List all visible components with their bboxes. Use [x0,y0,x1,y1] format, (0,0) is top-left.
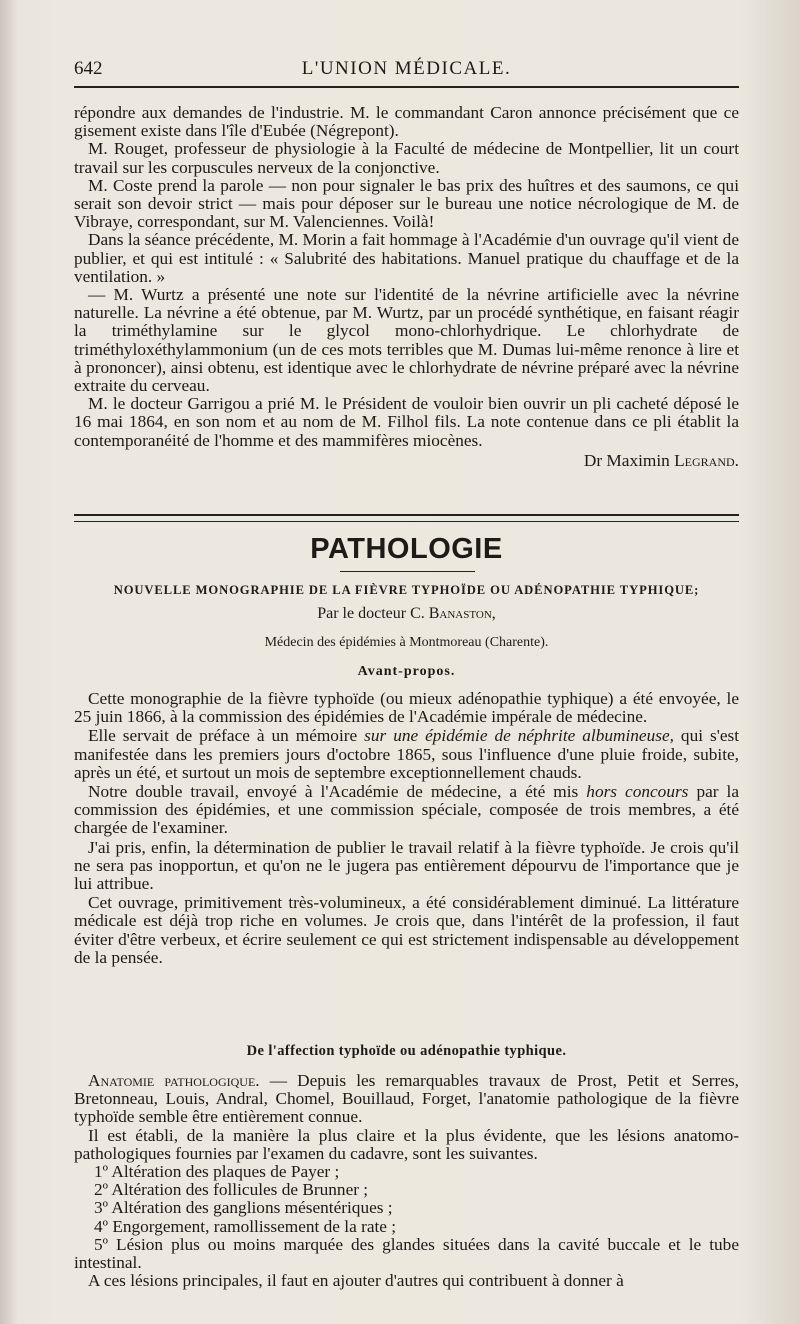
report-paragraph-3: M. Coste prend la parole — non pour signaler le bas prix des huîtres et des saumons, ce qui serait son devoir strict — mais pour déposer sur le bureau une notice nécrologique de M. de Vibraye, correspondant, sur M. Valenciennes. Voilà! [74,175,739,232]
lesion-item-5: 5º Lésion plus ou moins marquée des glandes situées dans la cavité buccale et le tube intestinal. [74,1234,739,1273]
report-paragraph-4: Dans la séance précédente, M. Morin a fait hommage à l'Académie d'un ouvrage qu'il vient de publier, et qui est intitulé : « Salubrité des habitations. Manuel pratique du chauffage et de la ventilation. » [74,230,739,286]
lesion-item-4: 4º Engorgement, ramollissement de la rate ; [94,1216,397,1236]
foreword-paragraph-1: Cette monographie de la fièvre typhoïde (ou mieux adénopathie typhique) a été envoyée, le 25 juin 1866, à la commission des épidémies de l'Académie impérale de médecine. [74,689,739,727]
foreword-p2-text: Elle servait de préface à un mémoire [88,726,365,746]
foreword-p3-rest: par la commission des épidémies, et une commission spéciale, composée de trois membres, a été chargée de l'examiner. [74,782,740,838]
affection-heading: De l'affection typhoïde ou adénopathie typhique. [246,1043,567,1059]
byline-author: Banaston, [428,605,496,622]
section-title: PATHOLOGIE [310,533,503,565]
foreword-heading: Avant-propos. [357,664,456,679]
signature-prefix: Dr Maximin [583,450,675,470]
lesion-item-2: 2º Altération des follicules de Brunner ; [94,1180,369,1200]
anatomy-paragraph [74,1072,739,1127]
lesion-item-1: 1º Altération des plaques de Payer ; [94,1162,340,1182]
academy-report-column [74,104,739,470]
lesion-list [74,1163,739,1272]
header-rule [74,86,739,88]
lesions-intro: Il est établi, de la manière la plus claire et la plus évidente, que les lésions anatomo-pathologiques fournies par l'examen du cadavre, sont les suivantes. [74,1125,739,1163]
author-affiliation: Médecin des épidémies à Montmoreau (Charente). [264,635,549,650]
foreword-p3-italic: hors concours [586,782,689,802]
journal-title: L'UNION MÉDICALE. [301,58,512,79]
report-paragraph-6: M. le docteur Garrigou a prié M. le Président de vouloir bien ouvrir un pli cacheté déposé le 16 mai 1864, en son nom et au nom de M. Filhol fils. La note contenue dans ce pli établit la contemporanéité de l'homme et des mammifères miocènes. [74,394,739,450]
report-paragraph-1: répondre aux demandes de l'industrie. M. le commandant Caron annonce précisément que ce gisement existe dans l'île d'Eubée (Négrepont). [74,103,739,141]
foreword-paragraph-5: Cet ouvrage, primitivement très-volumineux, a été considérablement diminué. La littérature médicale est déjà trop riche en volumes. Je crois que, dans l'intérêt de la profession, il faut éviter d'être verbeux, et écrire seulement ce qui est strictement indispensable au développement de la pensée. [74,893,739,967]
article-byline [74,605,739,623]
page-header [74,56,739,86]
report-paragraph-5: — M. Wurtz a présenté une note sur l'identité de la névrine artificielle avec la névrine naturelle. La névrine a été obtenue, par M. Wurtz, par un procédé synthétique, en faisant réagir la triméthylamine sur le glycol mono-chlorhydrique. Le chlorhydrate de triméthyloxéthylammonium (un de ces mots terribles que M. Dumas lui-même renonce à lire et à prononcer), ainsi obtenu, est identique avec le chlorhydrate de névrine préparé avec la névrine extraite du cerveau. [74,285,739,396]
anatomy-lead: Anatomie pathologique. [88,1071,260,1090]
report-paragraph-2: M. Rouget, professeur de physiologie à la Faculté de médecine de Montpellier, lit un court travail sur les corpuscules nerveux de la conjonctive. [74,139,739,177]
byline-prefix: Par le docteur C. [317,605,429,622]
author-signature [74,452,739,470]
foreword-p2-italic: sur une épidémie de néphrite albumineuse, [364,726,674,746]
anatomy-text: — Depuis les remarquables travaux de Prost, Petit et Serres, Bretonneau, Louis, Andral, Chomel, Bouillaud, Forget, l'anatomie pathologique de la fièvre typhoïde semble être entièrement connue. [74,1071,739,1127]
affection-column [74,1072,739,1290]
article-subtitle: NOUVELLE MONOGRAPHIE DE LA FIÈVRE TYPHOÏDE OU ADÉNOPATHIE TYPHIQUE; [113,583,700,597]
signature-name: Legrand. [674,450,739,470]
title-underline [340,571,475,572]
foreword-paragraph-4: J'ai pris, enfin, la détermination de publier le travail relatif à la fièvre typhoïde. Je crois qu'il ne sera pas inopportun, et qu'on ne le jugera pas entièrement dépourvu de l'importance que je lui attribue. [74,837,739,894]
foreword-paragraph-3 [74,783,739,838]
foreword-paragraph-2 [74,727,739,782]
closing-paragraph: A ces lésions principales, il faut en ajouter d'autres qui contribuent à donner à [88,1271,624,1291]
foreword-p2-rest: qui s'est manifestée dans les premiers jours d'octobre 1865, sous l'influence d'une pluie froide, subite, après un été, et surtout un mois de septembre exceptionnellement chauds. [74,726,740,782]
lesion-item-3: 3º Altération des ganglions mésentériques ; [94,1198,393,1218]
page-number: 642 [74,58,103,79]
foreword-column [74,690,739,968]
foreword-p3-text: Notre double travail, envoyé à l'Académie de médecine, a été mis [88,782,587,802]
section-double-rule [74,514,739,522]
